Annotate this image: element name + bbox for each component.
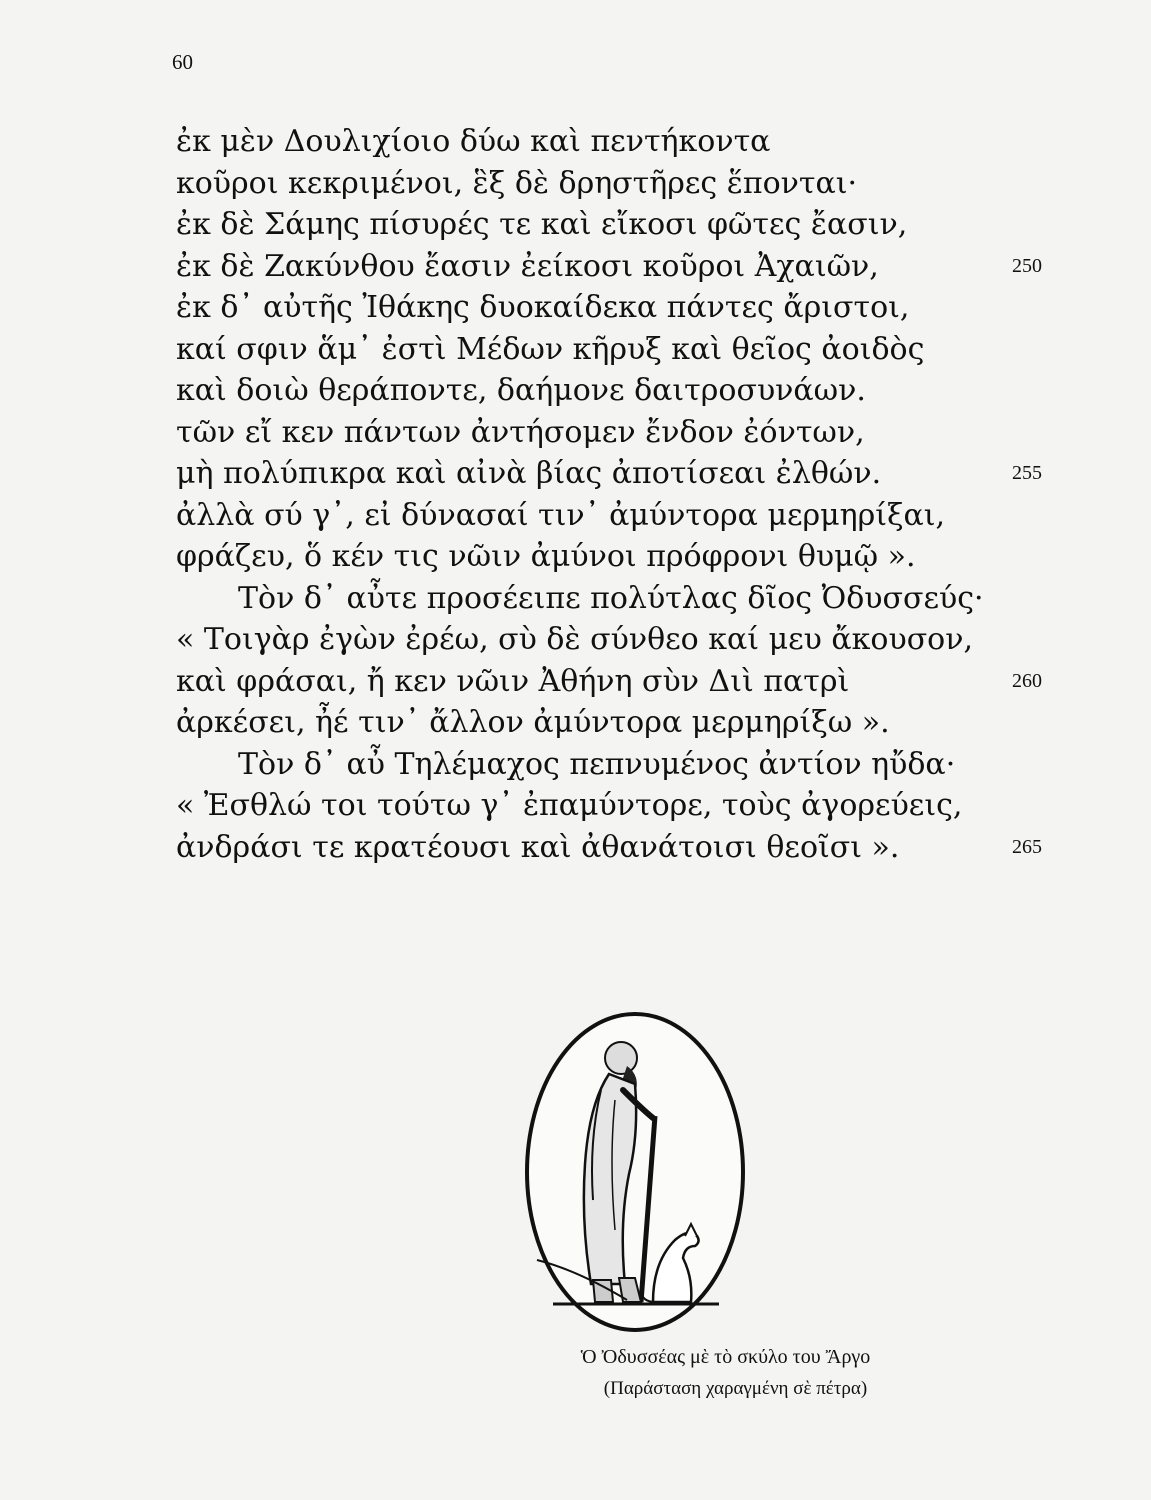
- line-number: 260: [1012, 669, 1042, 692]
- verse-line: ἐκ δὲ Ζακύνθου ἔασιν ἐείκοσι κοῦροι Ἀχαιῶν,: [176, 248, 879, 284]
- verse-line: ἐκ δὲ Σάμης πίσυρές τε καὶ εἴκοσι φῶτες ἔασιν,: [176, 207, 908, 242]
- verse-line: ἐκ μὲν Δουλιχίοιο δύω καὶ πεντήκοντα: [176, 124, 771, 159]
- verse-line: καὶ φράσαι, ἤ κεν νῶιν Ἀθήνη σὺν Διὶ πατρὶ: [176, 663, 850, 699]
- illustration-caption-title: Ὁ Ὀδυσσέας μὲ τὸ σκύλο του Ἄργο: [580, 1346, 871, 1368]
- line-number: 255: [1012, 462, 1042, 484]
- verse-line: « Τοιγὰρ ἐγὼν ἐρέω, σὺ δὲ σύνθεο καί μευ ἄκουσον,: [176, 622, 974, 657]
- page-number: 60: [172, 50, 193, 74]
- verse-line: Τὸν δ᾽ αὖτε προσέειπε πολύτλας δῖος Ὀδυσσεύς·: [238, 580, 984, 616]
- verse-line: ἀλλὰ σύ γ᾽, εἰ δύνασαί τιν᾽ ἀμύντορα μερμηρίξαι,: [176, 497, 946, 533]
- verse-line: φράζευ, ὅ κέν τις νῶιν ἀμύνοι πρόφρονι θυμῷ ».: [176, 539, 916, 574]
- verse-line: μὴ πολύπικρα καὶ αἰνὰ βίας ἀποτίσεαι ἐλθών.: [176, 456, 882, 491]
- line-number: 250: [1012, 254, 1042, 277]
- verse-line: ἀνδράσι τε κρατέουσι καὶ ἀθανάτοισι θεοῖσι ».: [176, 829, 900, 865]
- verse-line: ἐκ δ᾽ αὐτῆς Ἰθάκης δυοκαίδεκα πάντες ἄριστοι,: [176, 290, 910, 325]
- verse-line: Τὸν δ᾽ αὖ Τηλέμαχος πεπνυμένος ἀντίον ηὔδα·: [238, 746, 956, 782]
- verse-line: καὶ δοιὼ θεράποντε, δαήμονε δαιτροσυνάων.: [176, 373, 866, 408]
- verse-line: καί σφιν ἅμ᾽ ἐστὶ Μέδων κῆρυξ καὶ θεῖος ἀοιδὸς: [176, 331, 925, 367]
- illustration-caption-subtitle: (Παράσταση χαραγμένη σὲ πέτρα): [603, 1378, 868, 1399]
- line-number: 265: [1012, 835, 1042, 858]
- verse-line: « Ἐσθλώ τοι τούτω γ᾽ ἐπαμύντορε, τοὺς ἀγορεύεις,: [176, 788, 963, 823]
- verse-line: ἀρκέσει, ἦέ τιν᾽ ἄλλον ἀμύντορα μερμηρίξω ».: [176, 705, 890, 740]
- verse-line: κοῦροι κεκριμένοι, ἓξ δὲ δρηστῆρες ἕπονται·: [176, 165, 858, 201]
- verse-line: τῶν εἴ κεν πάντων ἀντήσομεν ἔνδον ἐόντων,: [176, 414, 865, 450]
- odysseus-argos-engraving: [523, 1010, 747, 1334]
